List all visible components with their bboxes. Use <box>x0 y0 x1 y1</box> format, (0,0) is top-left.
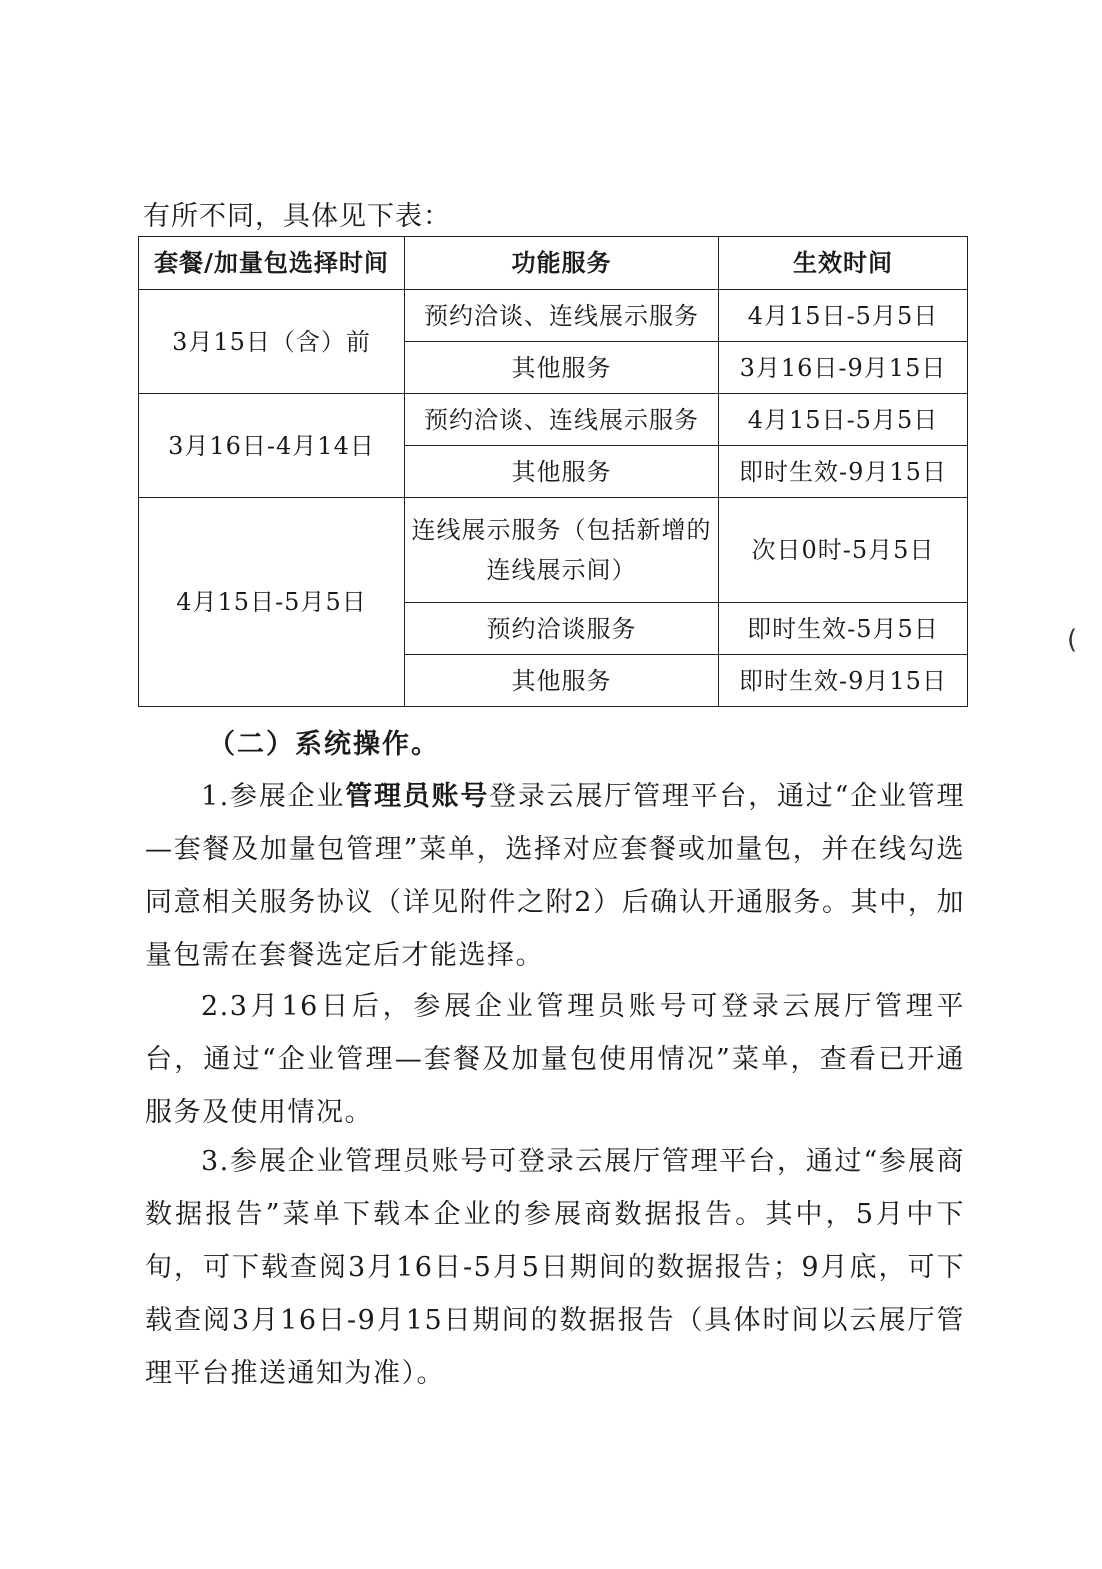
period-cell: 3月16日-4月14日 <box>139 394 405 498</box>
header-effective-time: 生效时间 <box>719 237 968 290</box>
table-row <box>139 394 968 446</box>
service-table <box>138 236 968 707</box>
table-row <box>139 290 968 342</box>
paragraph-2: 2.3月16日后，参展企业管理员账号可登录云展厅管理平台，通过“企业管理—套餐及加量包使用情况”菜单，查看已开通服务及使用情况。 <box>145 991 965 1128</box>
service-cell: 其他服务 <box>405 342 719 394</box>
paragraph-1 <box>145 770 965 982</box>
effective-cell: 次日0时-5月5日 <box>719 498 968 603</box>
header-function-service: 功能服务 <box>405 237 719 290</box>
table-header-row <box>139 237 968 290</box>
effective-cell: 即时生效-9月15日 <box>719 446 968 498</box>
period-cell: 3月15日（含）前 <box>139 290 405 394</box>
stray-mark: ( <box>1067 625 1078 655</box>
effective-cell: 即时生效-5月5日 <box>719 603 968 655</box>
service-cell: 连线展示服务（包括新增的连线展示间） <box>405 498 719 603</box>
period-cell: 4月15日-5月5日 <box>139 498 405 707</box>
table-row <box>139 498 968 603</box>
paragraph-1-bold: 管理员账号 <box>345 781 490 812</box>
service-cell: 其他服务 <box>405 446 719 498</box>
service-cell: 预约洽谈服务 <box>405 603 719 655</box>
service-cell: 其他服务 <box>405 655 719 707</box>
intro-text: 有所不同，具体见下表： <box>143 201 451 232</box>
paragraph-3: 3.参展企业管理员账号可登录云展厅管理平台，通过“参展商数据报告”菜单下载本企业的参展商数据报告。其中，5月中下旬，可下载查阅3月16日-5月5日期间的数据报告；9月底，可下载查阅3月16日-9月15日期间的数据报告（具体时间以云展厅管理平台推送通知为准）。 <box>145 1146 965 1389</box>
effective-cell: 即时生效-9月15日 <box>719 655 968 707</box>
effective-cell: 3月16日-9月15日 <box>719 342 968 394</box>
effective-cell: 4月15日-5月5日 <box>719 290 968 342</box>
paragraph-1-lead: 1.参展企业 <box>201 781 346 812</box>
service-cell: 预约洽谈、连线展示服务 <box>405 394 719 446</box>
section-heading: （二）系统操作。 <box>208 729 440 760</box>
paragraph-1-rest: 登录云展厅管理平台，通过“企业管理—套餐及加量包管理”菜单，选择对应套餐或加量包，并在线勾选同意相关服务协议（详见附件之附2）后确认开通服务。其中，加量包需在套餐选定后才能选择。 <box>145 781 966 971</box>
service-cell: 预约洽谈、连线展示服务 <box>405 290 719 342</box>
header-selection-time: 套餐/加量包选择时间 <box>139 237 405 290</box>
effective-cell: 4月15日-5月5日 <box>719 394 968 446</box>
